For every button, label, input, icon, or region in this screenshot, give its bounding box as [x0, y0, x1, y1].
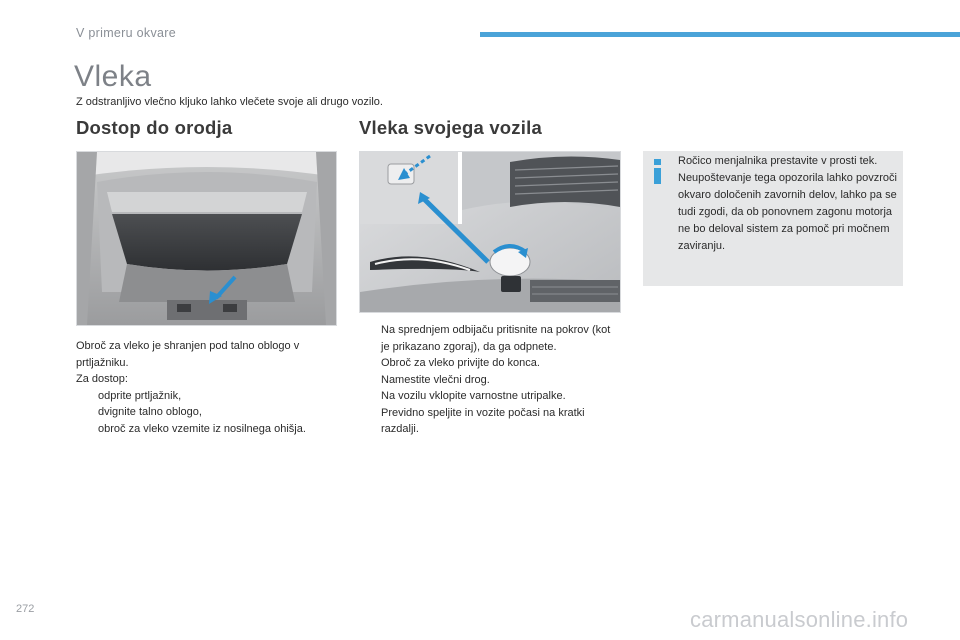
tow-cover: [501, 276, 521, 292]
list-item: dvignite talno oblogo,: [76, 404, 338, 421]
bumper-illustration: [360, 152, 620, 312]
access-intro-paragraph: Za dostop:: [76, 373, 128, 385]
list-item: Obroč za vleko privijte do konca.: [359, 355, 621, 372]
list-item: odprite prtljažnik,: [76, 388, 338, 405]
intro-text: Z odstranljivo vlečno kljuko lahko vlečete svoje ali drugo vozilo.: [76, 96, 383, 108]
trunk-illustration: [77, 152, 336, 325]
header-accent-bar: [480, 32, 960, 37]
towing-steps: [359, 322, 621, 438]
bullet-marker: [359, 372, 381, 389]
trunk-photo: [76, 151, 337, 326]
bullet-marker: [76, 388, 98, 405]
section-label: V primeru okvare: [76, 26, 176, 40]
bullet-marker: [359, 322, 381, 355]
bullet-marker: [359, 405, 381, 438]
list-item: Na vozilu vklopite varnostne utripalke.: [359, 388, 621, 405]
info-icon: [651, 158, 665, 186]
info-box: [643, 151, 903, 286]
list-item: obroč za vleko vzemite iz nosilnega ohišja.: [76, 421, 338, 438]
heading-tool-access: Dostop do orodja: [76, 117, 233, 138]
page-number: 272: [16, 603, 35, 615]
heading-towing-own-vehicle: Vleka svojega vozila: [359, 117, 542, 138]
list-item: Namestite vlečni drog.: [359, 372, 621, 389]
bullet-marker: [359, 388, 381, 405]
list-item: Previdno speljite in vozite počasi na kratki razdalji.: [359, 405, 621, 438]
watermark: carmanualsonline.info: [690, 607, 909, 632]
bullet-marker: [359, 355, 381, 372]
page-title: Vleka: [74, 60, 152, 93]
tool-location-paragraph: Obroč za vleko je shranjen pod talno oblogo v prtljažniku.: [76, 340, 300, 369]
list-item: Na sprednjem odbijaču pritisnite na pokrov (kot je prikazano zgoraj), da ga odpnete.: [359, 322, 621, 355]
tool-access-text: [76, 338, 338, 437]
bumper-photo: [359, 151, 621, 313]
bullet-marker: [76, 404, 98, 421]
bullet-marker: [76, 421, 98, 438]
info-text: Ročico menjalnika prestavite v prosti tek. Neupoštevanje tega opozorila lahko povzroči okvaro določenih zavornih delov, lahko pa se tudi zgodi, da ob ponovnem zagonu motorja ne bo deloval sistem za pomoč pri močnem zaviranju.: [678, 155, 897, 252]
